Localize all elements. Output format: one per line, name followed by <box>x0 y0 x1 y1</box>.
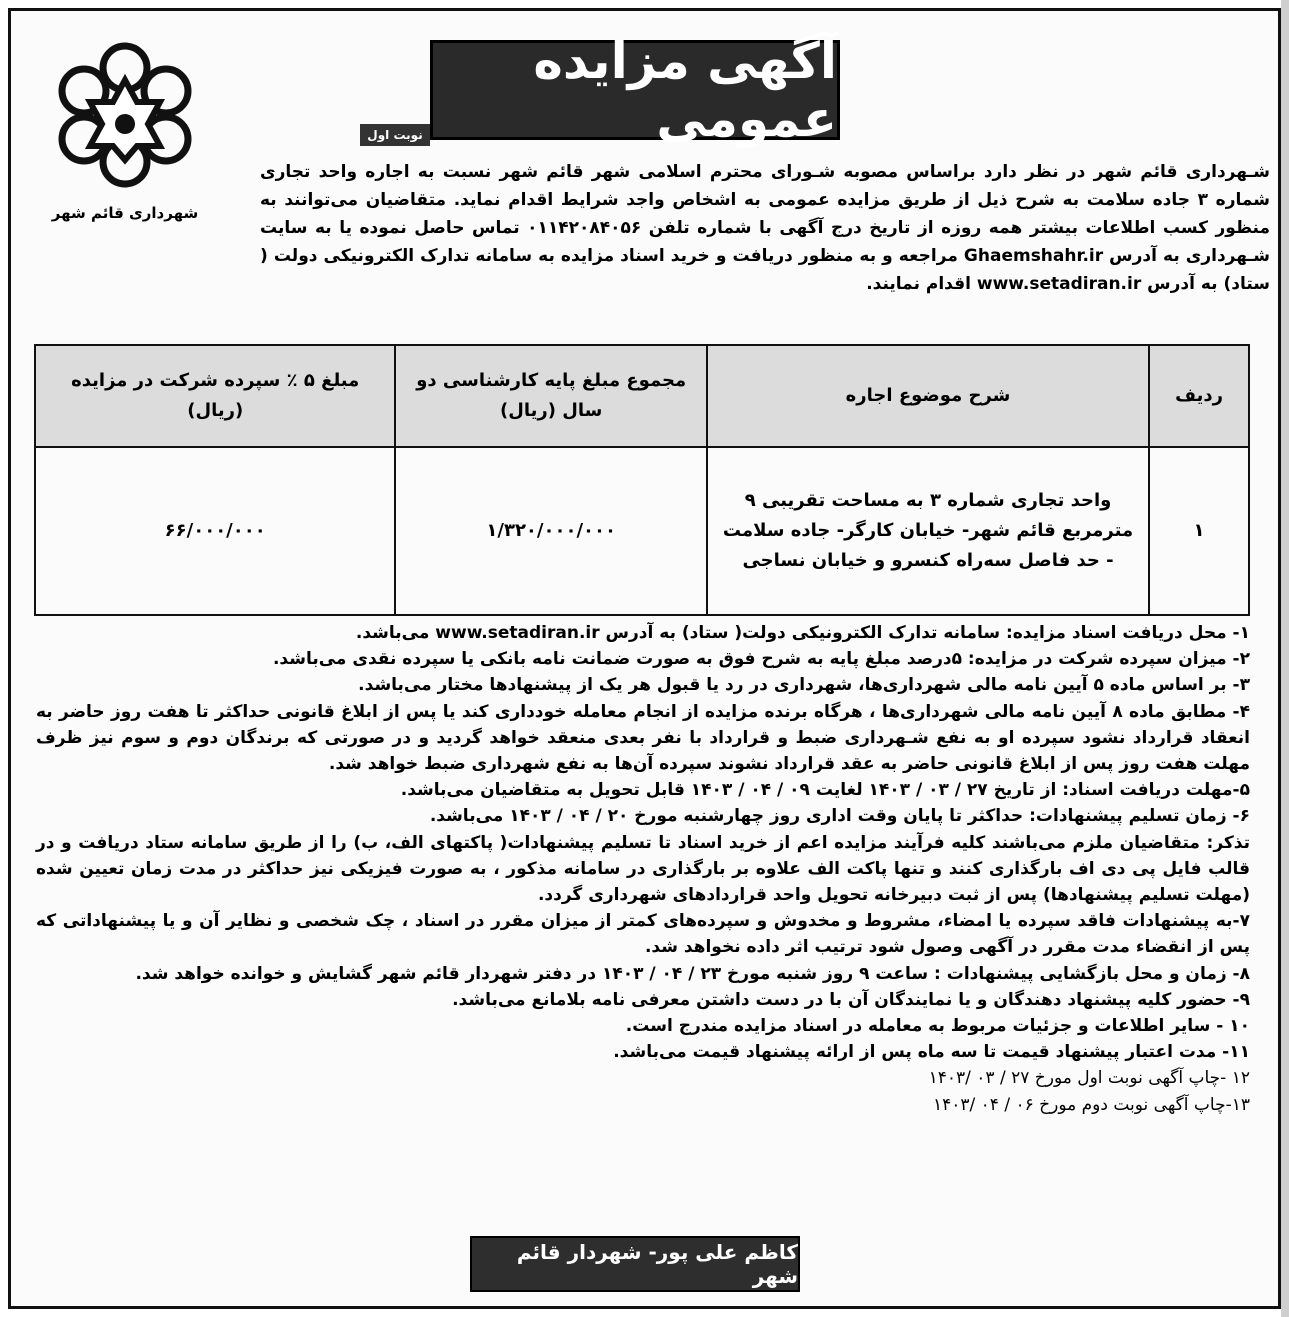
flower-star-logo-icon <box>50 40 200 190</box>
page-title: آگهی مزایده عمومی <box>533 32 837 148</box>
municipality-logo <box>40 40 210 270</box>
condition-item: ۸- زمان و محل بازگشایی پیشنهادات : ساعت ۹ روز شنبه مورخ ۲۳ / ۰۴ / ۱۴۰۳ در دفتر شهردار قائم شهر گشایش و خوانده خواهد شد. <box>135 963 1250 984</box>
logo-caption: شهرداری قائم شهر <box>51 204 199 222</box>
condition-item: ۱۲ -چاپ آگهی نوبت اول مورخ ۲۷ / ۰۳ /۱۴۰۳ <box>928 1068 1250 1089</box>
condition-item: ۹- حضور کلیه پیشنهاد دهندگان و یا نمایندگان آن با در دست داشتن معرفی نامه بلامانع می‌باشد. <box>452 989 1250 1010</box>
signature-banner <box>470 1236 800 1292</box>
header-base-amount: مجموع مبلغ پایه کارشناسی دو سال (ریال) <box>395 345 707 447</box>
conditions-list <box>36 620 1250 1118</box>
condition-item: ۱۱- مدت اعتبار پیشنهاد قیمت تا سه ماه پس از ارائه پیشنهاد قیمت می‌باشد. <box>613 1042 1250 1063</box>
condition-item: ۵-مهلت دریافت اسناد: از تاریخ ۲۷ / ۰۳ / ۱۴۰۳ لغایت ۰۹ / ۰۴ / ۱۴۰۳ قابل تحویل به متقاضیان می‌باشد. <box>400 780 1250 801</box>
cell-description: واحد تجاری شماره ۳ به مساحت تقریبی ۹ مترمربع قائم شهر- خیابان کارگر- جاده سلامت - حد فاصل سه‌راه کنسرو و خیابان نساجی <box>707 447 1149 615</box>
cell-base-amount: ۱/۳۲۰/۰۰۰/۰۰۰ <box>395 447 707 615</box>
edition-badge: نوبت اول <box>360 124 430 146</box>
condition-item: ۴- مطابق ماده ۸ آیین نامه مالی شهرداری‌ها ، هرگاه برنده مزایده از انجام معامله خودداری کند یا پس از ابلاغ قانونی حداکثر تا هفت روز حاضر به انعقاد قرارداد نشود سپرده او به نفع شـهرداری ضبط و قرارداد با نفر بعدی منعقد خواهد گردید و در صورتی که برندگان دوم و سوم نیز ظرف مهلت هفت روز پس از ابلاغ قانونی حاضر به عقد قرارداد نشوند سپرده آن‌ها به نفع شهرداری ضبط خواهد شد. <box>36 701 1251 775</box>
header-description: شرح موضوع اجاره <box>707 345 1149 447</box>
page-edge <box>1281 0 1289 1317</box>
table-header-row <box>35 345 1249 447</box>
condition-item: ۱۳-چاپ آگهی نوبت دوم مورخ ۰۶ / ۰۴ /۱۴۰۳ <box>933 1094 1250 1115</box>
table-row <box>35 447 1249 615</box>
title-banner <box>430 32 840 148</box>
condition-item: ۳- بر اساس ماده ۵ آیین نامه مالی شهرداری‌ها، شهرداری در رد یا قبول هر یک از پیشنهادها مختار می‌باشد. <box>358 675 1250 696</box>
signature: کاظم علی پور- شهردار قائم شهر <box>516 1240 798 1288</box>
auction-table <box>34 344 1250 616</box>
condition-item: ۱- محل دریافت اسناد مزایده: سامانه تدارک الکترونیکی دولت( ستاد) به آدرس www.setadiran.ir می‌باشد. <box>355 623 1250 643</box>
condition-item: ۱۰ - سایر اطلاعات و جزئیات مربوط به معامله در اسناد مزایده مندرج است. <box>625 1016 1250 1037</box>
header-row-number: ردیف <box>1149 345 1249 447</box>
condition-note: تذکر: متقاضیان ملزم می‌باشند کلیه فرآیند مزایده اعم از خرید اسناد تا تسلیم پیشنهادات( پاکتهای الف، ب) را از طریق سامانه ستاد دریافت و در قالب فایل پی دی اف بارگذاری کنند و تنها پاکت الف علاوه بر بارگذاری در سامانه مذکور ، به صورت فیزیکی نیز حداکثر در مدت زمان تعیین شده (مهلت تسلیم پیشنهادها) پس از ثبت دبیرخانه تحویل واحد قراردادهای شهرداری گردد. <box>36 832 1250 906</box>
cell-deposit-amount: ۶۶/۰۰۰/۰۰۰ <box>35 447 395 615</box>
condition-item: ۲- میزان سپرده شرکت در مزایده: ۵درصد مبلغ پایه به شرح فوق به صورت ضمانت نامه بانکی یا سپرده نقدی می‌باشد. <box>272 649 1250 670</box>
header-deposit-amount: مبلغ ۵ ٪ سپرده شرکت در مزایده (ریال) <box>35 345 395 447</box>
cell-row-number: ۱ <box>1149 447 1249 615</box>
condition-item: ۷-به پیشنهادات فاقد سپرده یا امضاء، مشروط و مخدوش و سپرده‌های کمتر از میزان مقرر در اسناد ، چک شخصی و نظایر آن و یا پیشنهاداتی که پس از انقضاء مدت مقرر در آگهی وصول شود ترتیب اثر داده نخواهد شد. <box>36 911 1250 958</box>
intro-paragraph: شـهرداری قائم شهر در نظر دارد براساس مصوبه شـورای محترم اسلامی شهر قائم شهر نسبت به اجاره واحد تجاری شماره ۳ جاده سلامت به شرح ذیل از طریق مزایده عمومی به اشخاص واجد شرایط اقدام نماید. متقاضیان می‌توانند به منظور کسب اطلاعات بیشتر همه روزه از تاریخ درج آگهی با شماره تلفن ۰۱۱۴۲۰۸۴۰۵۶ تماس حاصل نموده یا به سایت شـهرداری به آدرس Ghaemshahr.ir مراجعه و به منظور دریافت و خرید اسناد مزایده به سامانه تدارک الکترونیکی دولت ( ستاد) به آدرس www.setadiran.ir اقدام نمایند. <box>260 162 1270 294</box>
condition-item: ۶- زمان تسلیم پیشنهادات: حداکثر تا پایان وقت اداری روز چهارشنبه مورخ ۲۰ / ۰۴ / ۱۴۰۳ می‌باشد. <box>429 806 1250 827</box>
